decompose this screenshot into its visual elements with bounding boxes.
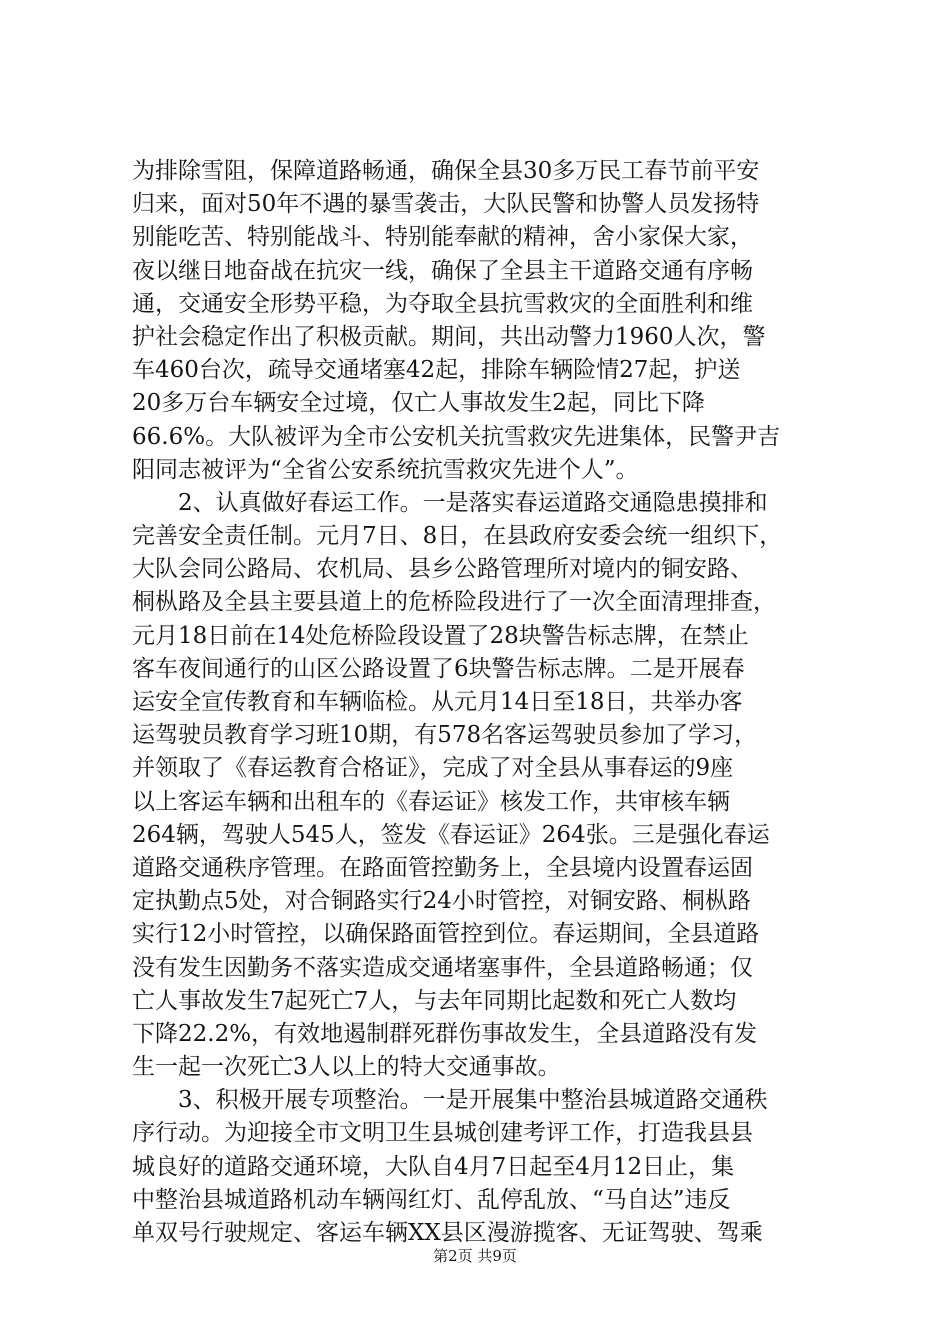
page-number-footer: 第2页 共9页	[433, 1247, 517, 1265]
text-line: 定执勤点5处，对合铜路实行24小时管控，对铜安路、桐枞路	[132, 888, 751, 915]
text-line: 桐枞路及全县主要县道上的危桥险段进行了一次全面清理排查，	[132, 589, 776, 616]
text-line: 66.6%。大队被评为全市公安机关抗雪救灾先进集体，民警尹吉	[132, 423, 781, 450]
text-line: 下降22.2%，有效地遏制群死群伤事故发生，全县道路没有发	[132, 1020, 758, 1047]
text-line: 没有发生因勤务不落实造成交通堵塞事件，全县道路畅通；仅	[132, 954, 753, 981]
text-line: 生一起一次死亡3人以上的特大交通事故。	[132, 1054, 561, 1081]
text-line: 护社会稳定作出了积极贡献。期间，共出动警力1960人次，警	[132, 323, 766, 350]
text-line: 元月18日前在14处危桥险段设置了28块警告标志牌，在禁止	[132, 622, 749, 649]
text-line: 道路交通秩序管理。在路面管控勤务上，全县境内设置春运固	[132, 854, 753, 881]
text-line: 阳同志被评为“全省公安系统抗雪救灾先进个人”。	[132, 456, 639, 483]
text-line: 别能吃苦、特别能战斗、特别能奉献的精神，舍小家保大家，	[132, 224, 753, 251]
text-line: 为排除雪阻，保障道路畅通，确保全县30多万民工春节前平安	[132, 158, 760, 184]
text-line: 中整治县城道路机动车辆闯红灯、乱停乱放、“马自达”违反	[132, 1186, 731, 1213]
text-line: 以上客运车辆和出租车的《春运证》核发工作，共审核车辆	[132, 788, 730, 815]
text-line: 客车夜间通行的山区公路设置了6块警告标志牌。二是开展春	[132, 655, 745, 682]
text-line: 264辆，驾驶人545人，签发《春运证》264张。三是强化春运	[132, 821, 770, 848]
text-line: 夜以继日地奋战在抗灾一线，确保了全县主干道路交通有序畅	[132, 257, 753, 284]
text-line: 运安全宣传教育和车辆临检。从元月14日至18日，共举办客	[132, 689, 743, 715]
text-line: 并领取了《春运教育合格证》，完成了对全县从事春运的9座	[132, 755, 734, 782]
text-line: 20多万台车辆安全过境，仅亡人事故发生2起，同比下降	[132, 390, 705, 417]
text-line: 运驾驶员教育学习班10期，有578名客运驾驶员参加了学习，	[132, 722, 758, 749]
text-line: 通，交通安全形势平稳，为夺取全县抗雪救灾的全面胜利和维	[132, 290, 753, 317]
paragraph-start-line: 3、积极开展专项整治。一是开展集中整治县城道路交通秩	[178, 1087, 768, 1114]
text-line: 车460台次，疏导交通堵塞42起，排除车辆险情27起，护送	[132, 357, 741, 384]
text-line: 大队会同公路局、农机局、县乡公路管理所对境内的铜安路、	[132, 556, 753, 583]
document-body	[132, 155, 832, 1250]
text-line: 单双号行驶规定、客运车辆XX县区漫游揽客、无证驾驶、驾乘	[132, 1220, 763, 1246]
text-line: 序行动。为迎接全市文明卫生县城创建考评工作，打造我县县	[132, 1120, 753, 1147]
text-line: 亡人事故发生7起死亡7人，与去年同期比起数和死亡人数均	[132, 987, 737, 1014]
text-line: 城良好的道路交通环境，大队自4月7日起至4月12日止，集	[132, 1153, 735, 1180]
text-line: 完善安全责任制。元月7日、8日，在县政府安委会统一组织下，	[132, 523, 783, 550]
text-line: 实行12小时管控，以确保路面管控到位。春运期间，全县道路	[132, 921, 760, 948]
paragraph-start-line: 2、认真做好春运工作。一是落实春运道路交通隐患摸排和	[178, 489, 768, 516]
text-line: 归来，面对50年不遇的暴雪袭击，大队民警和协警人员发扬特	[132, 191, 760, 218]
